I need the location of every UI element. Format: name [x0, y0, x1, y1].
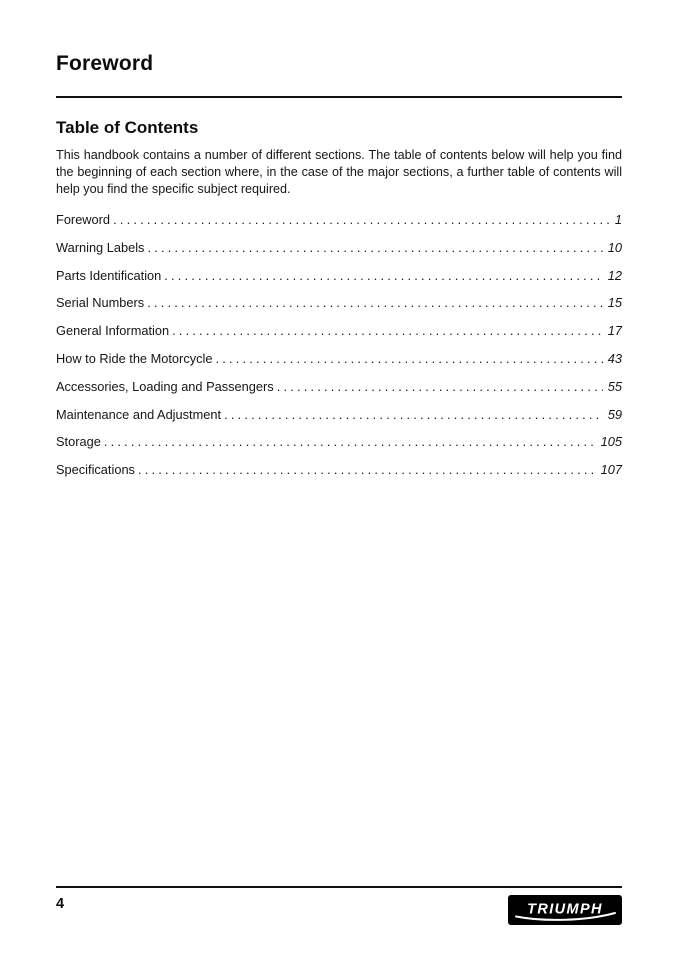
toc-leader-dots [138, 462, 596, 477]
toc-leader-dots [113, 212, 610, 227]
toc-entry-general-information [56, 323, 622, 338]
toc-leader-dots [224, 407, 603, 422]
toc-entry-label: Parts Identification [56, 267, 162, 283]
toc-entry-page: 10 [607, 239, 622, 255]
toc-entry-label: Specifications [56, 462, 135, 478]
toc-list [56, 212, 622, 477]
toc-entry-page: 17 [607, 323, 622, 339]
page-content [0, 0, 678, 477]
toc-entry-label: Foreword [56, 212, 111, 227]
toc-entry-label: How to Ride the Motorcycle [56, 350, 213, 366]
header-rule [56, 96, 622, 98]
toc-entry-label: Warning Labels [56, 239, 145, 255]
toc-leader-dots [147, 240, 602, 255]
toc-entry-storage [56, 434, 622, 449]
toc-entry-page: 1 [614, 212, 622, 227]
toc-entry-page: 55 [607, 378, 622, 394]
toc-leader-dots [277, 379, 603, 394]
page-number: 4 [56, 896, 65, 912]
toc-entry-how-to-ride [56, 351, 622, 366]
toc-entry-page: 107 [600, 462, 622, 478]
toc-leader-dots [147, 295, 603, 310]
toc-entry-page: 12 [607, 267, 622, 283]
toc-entry-parts-identification [56, 268, 622, 283]
toc-entry-page: 43 [607, 350, 622, 366]
page-title: Foreword [56, 52, 154, 75]
toc-entry-accessories [56, 379, 622, 394]
toc-leader-dots [164, 268, 602, 283]
toc-entry-page: 15 [607, 295, 622, 311]
toc-leader-dots [215, 351, 602, 366]
triumph-logo-text: TRIUMPH [527, 901, 603, 918]
toc-entry-label: General Information [56, 323, 170, 339]
toc-entry-page: 105 [600, 434, 622, 450]
toc-entry-serial-numbers [56, 295, 622, 310]
toc-entry-specifications [56, 462, 622, 477]
toc-entry-label: Storage [56, 434, 101, 450]
toc-leader-dots [172, 323, 603, 338]
toc-entry-maintenance [56, 407, 622, 422]
toc-intro-paragraph: This handbook contains a number of different sections. The table of contents below will help you find the beginning of each section where, in the case of the major sections, a further table of contents will help you find the specific subject required. [56, 148, 622, 196]
toc-entry-warning-labels [56, 240, 622, 255]
toc-leader-dots [104, 434, 596, 449]
toc-entry-label: Serial Numbers [56, 295, 145, 311]
toc-entry-foreword [56, 212, 622, 227]
toc-entry-page: 59 [607, 406, 622, 422]
toc-title: Table of Contents [56, 118, 199, 137]
triumph-logo [508, 895, 622, 925]
toc-entry-label: Maintenance and Adjustment [56, 406, 222, 422]
footer-rule [56, 886, 622, 888]
toc-entry-label: Accessories, Loading and Passengers [56, 378, 274, 394]
